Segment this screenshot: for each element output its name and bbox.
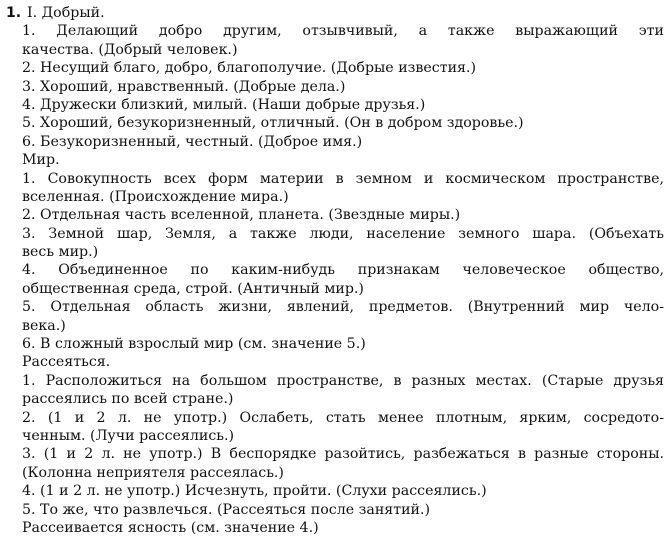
definition-text: 2. (1 и 2 л. не употр.) Ослабеть, стать менее плотным, ярким, сосредото-	[22, 409, 664, 426]
definition-line	[6, 298, 664, 316]
headword: Мир.	[22, 152, 60, 169]
definition-text: вселенная. (Происхождение мира.)	[22, 188, 289, 205]
definition-line	[6, 206, 664, 224]
continuation-line	[6, 317, 664, 335]
definition-text: 6. Безукоризненный, честный. (Доброе имя.)	[22, 133, 363, 150]
definition-text: общественная среда, строй. (Античный мир.)	[22, 280, 364, 297]
headword: I. Добрый.	[27, 5, 105, 21]
definition-text: 1. Делающий добро другим, отзывчивый, а также выражающий эти	[22, 23, 664, 40]
headword-line	[6, 353, 664, 371]
definition-text: 2. Отдельная часть вселенной, планета. (Звездные миры.)	[22, 207, 461, 224]
definition-line	[6, 445, 664, 463]
definition-text: качества. (Добрый человек.)	[22, 41, 238, 58]
definition-line	[6, 22, 664, 40]
definition-text: 3. (1 и 2 л. не употр.) В беспорядке разойтись, разбежаться в разные стороны.	[22, 446, 664, 463]
continuation-line	[6, 464, 664, 482]
exercise-number: 1.	[6, 5, 22, 21]
definition-text: (Колонна неприятеля рассеялась.)	[22, 464, 284, 481]
exercise-heading-line	[6, 4, 664, 22]
definition-text: 2. Несущий благо, добро, благополучие. (Добрые известия.)	[22, 60, 477, 77]
definition-line	[6, 501, 664, 519]
definition-text: 4. Дружески близкий, милый. (Наши добрые друзья.)	[22, 96, 426, 113]
headword: Рассеяться.	[22, 354, 111, 371]
definition-line	[6, 225, 664, 243]
definition-text: 4. (1 и 2 л. не употр.) Исчезнуть, пройти. (Слухи рассеялись.)	[22, 483, 487, 500]
definition-text: ченным. (Лучи рассеялись.)	[22, 427, 235, 444]
definition-text: 3. Земной шар, Земля, а также люди, население земного шара. (Объехать	[22, 225, 664, 242]
continuation-line	[6, 390, 664, 408]
definition-text: 4. Объединенное по каким-нибудь признакам человеческое общество,	[22, 262, 664, 279]
headword-line	[6, 519, 664, 537]
definition-line	[6, 261, 664, 279]
definition-line	[6, 482, 664, 500]
definition-line	[6, 59, 664, 77]
definition-text: 1. Расположиться на большом пространстве, в разных местах. (Старые друзья	[22, 372, 664, 389]
definition-line	[6, 114, 664, 132]
exercise-text	[6, 4, 664, 537]
definition-text: рассеялись по всей стране.)	[22, 391, 234, 408]
definition-line	[6, 409, 664, 427]
continuation-line	[6, 280, 664, 298]
continuation-line	[6, 41, 664, 59]
definition-text: века.)	[22, 317, 66, 334]
definition-line	[6, 372, 664, 390]
continuation-line	[6, 243, 664, 261]
definition-text: 1. Совокупность всех форм материи в земном и космическом пространстве,	[22, 170, 664, 187]
definition-line	[6, 133, 664, 151]
definition-text: 5. Хороший, безукоризненный, отличный. (Он в добром здоровье.)	[22, 115, 524, 132]
definition-text: 3. Хороший, нравственный. (Добрые дела.)	[22, 78, 346, 95]
continuation-line	[6, 427, 664, 445]
definition-line	[6, 78, 664, 96]
definition-line	[6, 170, 664, 188]
headword: Рассеивается ясность (см. значение 4.)	[22, 519, 319, 536]
definition-text: 5. Отдельная область жизни, явлений, предметов. (Внутренний мир чело-	[22, 299, 664, 316]
headword-line	[6, 151, 664, 169]
definition-line	[6, 335, 664, 353]
definition-text: 5. То же, что развлечься. (Рассеяться после занятий.)	[22, 501, 431, 518]
definition-line	[6, 96, 664, 114]
continuation-line	[6, 188, 664, 206]
definition-text: 6. В сложный взрослый мир (см. значение 5.)	[22, 336, 366, 353]
definition-text: весь мир.)	[22, 244, 99, 261]
